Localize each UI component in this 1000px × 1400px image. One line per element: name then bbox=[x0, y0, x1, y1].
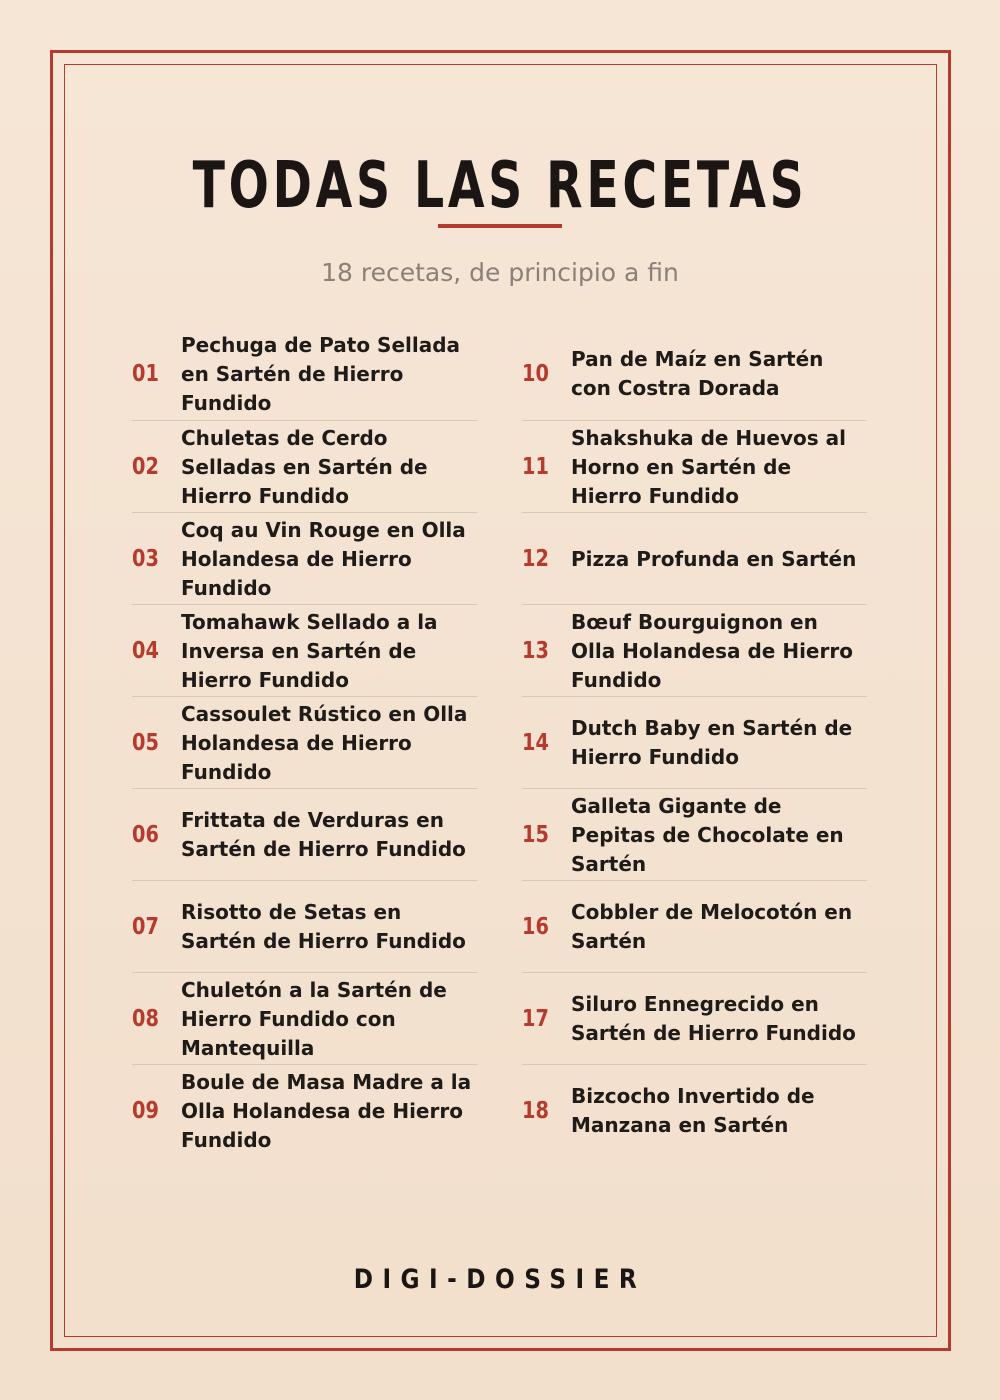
recipe-item bbox=[522, 328, 867, 420]
recipe-list-right bbox=[522, 328, 867, 1156]
recipe-item bbox=[132, 512, 477, 604]
recipe-name: Galleta Gigante de Pepitas de Chocolate en Sartén bbox=[571, 793, 844, 876]
recipe-number: 05 bbox=[132, 730, 159, 756]
recipe-number: 13 bbox=[522, 638, 549, 664]
recipe-number: 04 bbox=[132, 638, 159, 664]
recipe-number: 06 bbox=[132, 822, 159, 848]
recipe-item bbox=[132, 972, 477, 1064]
recipe-name: Dutch Baby en Sartén de Hierro Fundido bbox=[571, 716, 853, 769]
recipe-number: 10 bbox=[522, 361, 549, 387]
recipe-name: Pizza Profunda en Sartén bbox=[571, 546, 857, 571]
recipe-number: 03 bbox=[132, 546, 159, 572]
recipe-name: Bizcocho Invertido de Manzana en Sartén bbox=[571, 1084, 815, 1137]
recipe-number: 01 bbox=[132, 361, 159, 387]
recipe-item bbox=[132, 328, 477, 420]
recipe-item bbox=[132, 1064, 477, 1156]
recipe-item bbox=[522, 972, 867, 1064]
recipe-item bbox=[522, 696, 867, 788]
recipe-name: Chuletón a la Sartén de Hierro Fundido con Mantequilla bbox=[181, 977, 447, 1060]
recipe-number: 15 bbox=[522, 822, 549, 848]
recipe-item bbox=[522, 604, 867, 696]
recipe-number: 14 bbox=[522, 730, 549, 756]
recipe-name: Shakshuka de Huevos al Horno en Sartén de Hierro Fundido bbox=[571, 425, 846, 508]
recipe-name: Boule de Masa Madre a la Olla Holandesa de Hierro Fundido bbox=[181, 1069, 472, 1152]
recipe-name: Bœuf Bourguignon en Olla Holandesa de Hierro Fundido bbox=[571, 609, 853, 692]
recipe-item bbox=[132, 696, 477, 788]
recipe-name: Coq au Vin Rouge en Olla Holandesa de Hierro Fundido bbox=[181, 517, 466, 600]
recipe-name: Cobbler de Melocotón en Sartén bbox=[571, 900, 853, 953]
recipe-number: 11 bbox=[522, 454, 549, 480]
recipe-list-left bbox=[132, 328, 477, 1156]
recipe-name: Frittata de Verduras en Sartén de Hierro Fundido bbox=[181, 808, 466, 861]
recipe-name: Pan de Maíz en Sartén con Costra Dorada bbox=[571, 347, 824, 400]
recipe-name: Risotto de Setas en Sartén de Hierro Fundido bbox=[181, 900, 466, 953]
recipe-name: Cassoulet Rústico en Olla Holandesa de Hierro Fundido bbox=[181, 701, 468, 784]
recipe-number: 16 bbox=[522, 914, 549, 940]
recipe-item bbox=[522, 880, 867, 972]
recipe-item bbox=[522, 420, 867, 512]
recipe-name: Siluro Ennegrecido en Sartén de Hierro Fundido bbox=[571, 992, 856, 1045]
recipe-item bbox=[522, 512, 867, 604]
recipe-number: 12 bbox=[522, 546, 549, 572]
recipe-name: Tomahawk Sellado a la Inversa en Sartén de Hierro Fundido bbox=[181, 609, 438, 692]
recipe-number: 02 bbox=[132, 454, 159, 480]
page-title: TODAS LAS RECETAS bbox=[192, 149, 808, 223]
recipe-item bbox=[132, 604, 477, 696]
recipe-item bbox=[522, 1064, 867, 1156]
page-subtitle: 18 recetas, de principio a fin bbox=[321, 258, 679, 287]
recipe-item bbox=[522, 788, 867, 880]
recipe-item bbox=[132, 788, 477, 880]
recipe-item bbox=[132, 880, 477, 972]
recipe-name: Pechuga de Pato Sellada en Sartén de Hierro Fundido bbox=[181, 332, 461, 415]
recipe-number: 17 bbox=[522, 1006, 549, 1032]
brand-wordmark: DIGI-DOSSIER bbox=[353, 1264, 647, 1295]
recipe-name: Chuletas de Cerdo Selladas en Sartén de Hierro Fundido bbox=[181, 425, 428, 508]
title-underline bbox=[438, 224, 562, 228]
recipe-number: 07 bbox=[132, 914, 159, 940]
recipe-number: 18 bbox=[522, 1098, 549, 1124]
recipe-number: 09 bbox=[132, 1098, 159, 1124]
recipe-number: 08 bbox=[132, 1006, 159, 1032]
recipe-item bbox=[132, 420, 477, 512]
